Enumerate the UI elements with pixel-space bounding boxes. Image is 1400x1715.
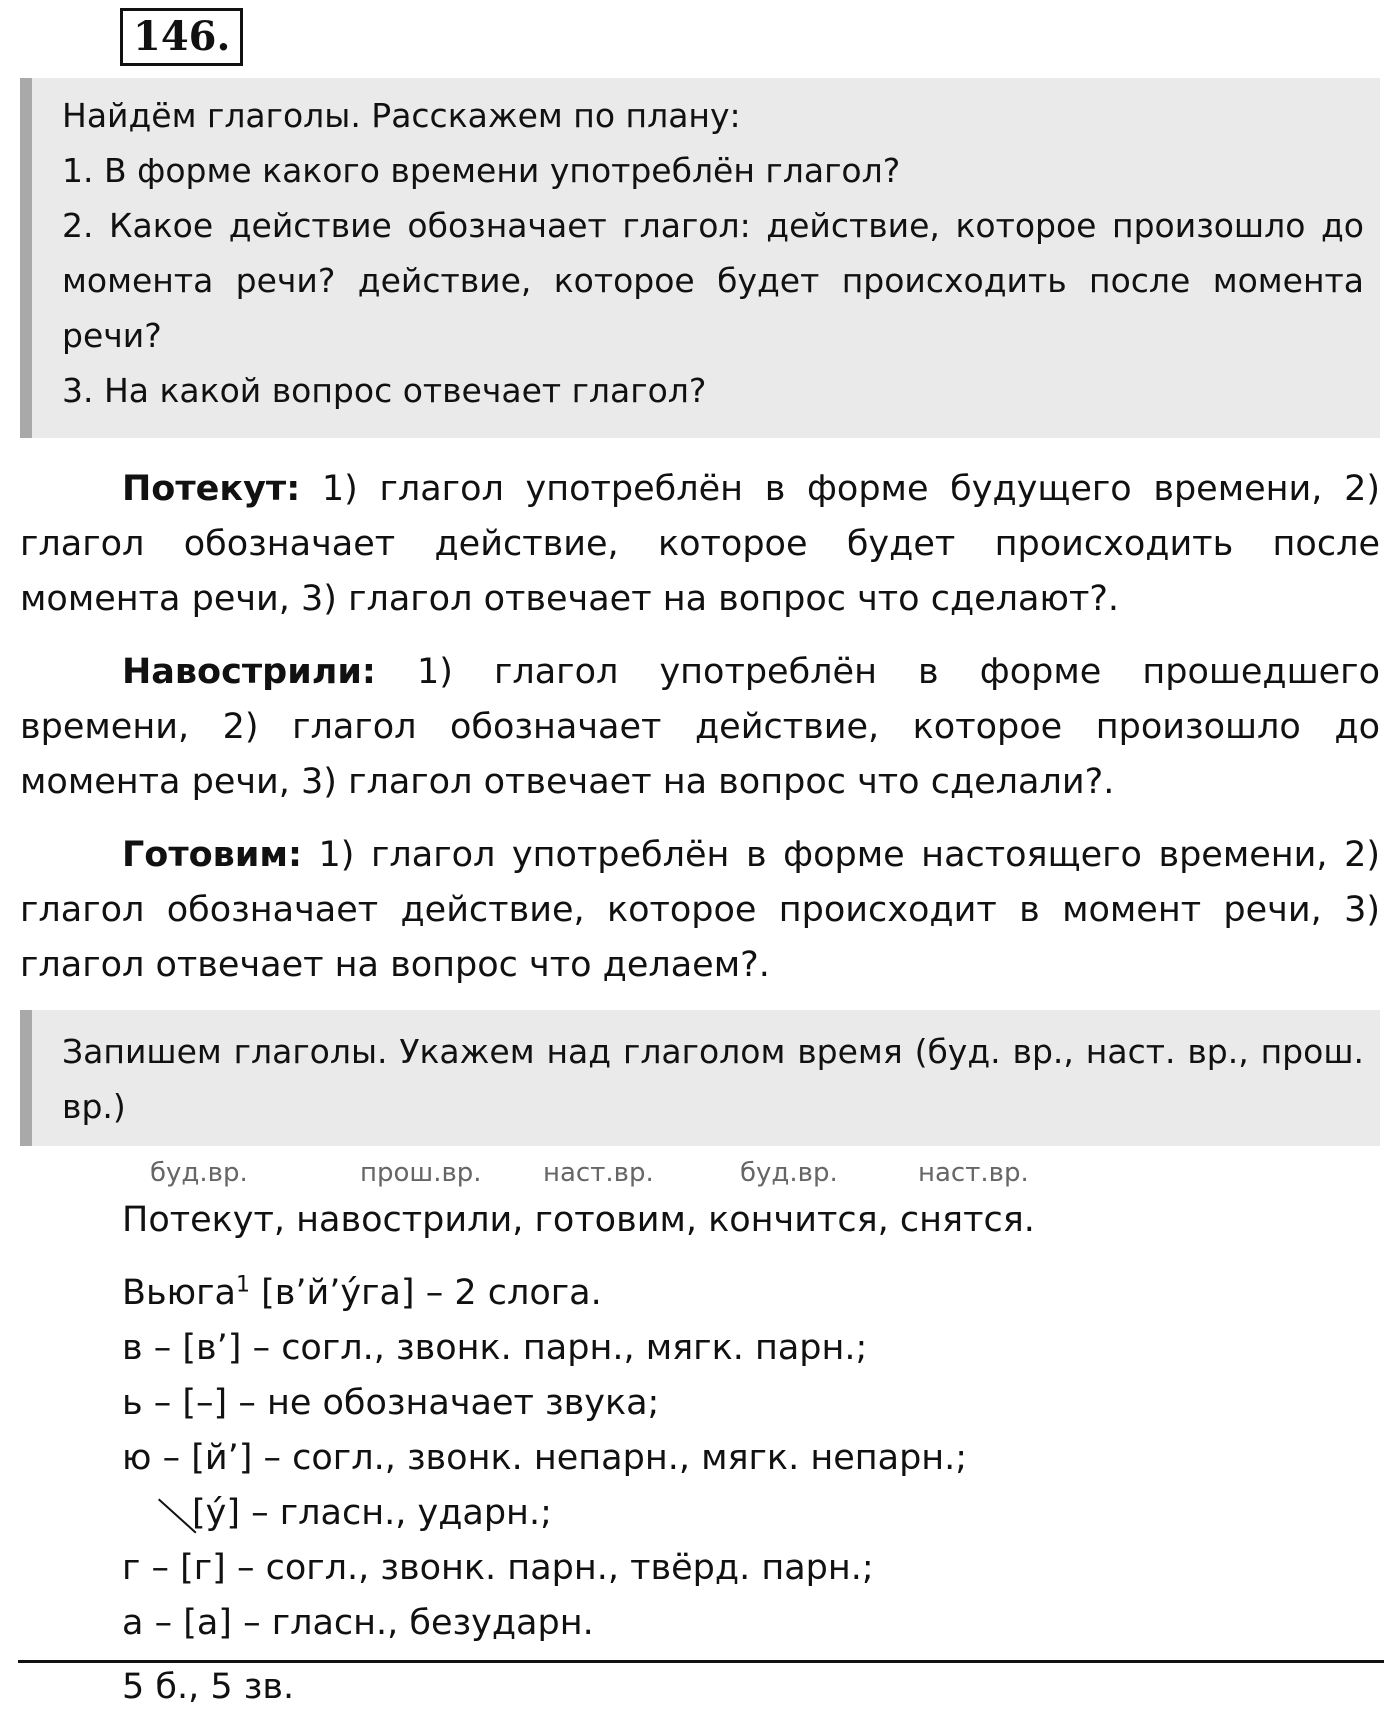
task-line: 3. На какой вопрос отвечает глагол?	[62, 371, 707, 410]
verbs-line: Потекут, навострили, готовим, кончится, снятся.	[122, 1200, 1035, 1240]
transcription: [в’й’ýга] – 2 слога.	[249, 1273, 602, 1313]
task-line: Запишем глаголы. Укажем над глаголом время (буд. вр., наст. вр., прош. вр.)	[62, 1032, 1364, 1126]
exercise-number: 146.	[120, 8, 243, 66]
task-line: 2. Какое действие обозначает глагол: действие, которое произошло до момента речи? действие, которое будет происходить после момента речи?	[62, 206, 1364, 355]
task-line: 1. В форме какого времени употреблён глагол?	[62, 151, 901, 190]
answer-verb: Навострили:	[122, 652, 376, 692]
answer-text: 1) глагол употреблён в форме прошедшего времени, 2) глагол обозначает действие, которое произошло до момента речи, 3) глагол отвечает на вопрос что сделали?.	[20, 652, 1380, 802]
phonetic-line: ю – [й’] – согл., звонк. непарн., мягк. непарн.;	[122, 1438, 968, 1478]
answer-text: 1) глагол употреблён в форме настоящего времени, 2) глагол обозначает действие, которое происходит в момент речи, 3) глагол отвечает на вопрос что делаем?.	[20, 835, 1380, 985]
tense-note: прош.вр.	[360, 1158, 482, 1188]
tense-note: наст.вр.	[543, 1158, 654, 1188]
tense-note: буд.вр.	[150, 1158, 248, 1188]
task-line: Найдём глаголы. Расскажем по плану:	[62, 96, 741, 135]
transcription-line	[122, 1266, 602, 1321]
analyzed-word: Вьюга	[122, 1273, 236, 1313]
phonetic-line: а – [а] – гласн., безударн.	[122, 1603, 594, 1643]
split-connector	[158, 1499, 196, 1534]
summary-total: 5 б., 5 зв.	[122, 1667, 295, 1707]
footnote-marker: 1	[235, 1272, 250, 1298]
answer-verb: Готовим:	[122, 835, 302, 875]
phonetic-line: в – [в’] – согл., звонк. парн., мягк. парн.;	[122, 1328, 868, 1368]
task-instructions	[20, 78, 1380, 438]
answer-paragraph	[20, 828, 1380, 993]
phonetic-line: г – [г] – согл., звонк. парн., твёрд. парн.;	[122, 1548, 874, 1588]
answer-verb: Потекут:	[122, 469, 301, 509]
answer-text: 1) глагол употреблён в форме будущего времени, 2) глагол обозначает действие, которое будет происходить после момента речи, 3) глагол отвечает на вопрос что сделают?.	[20, 469, 1380, 619]
phonetic-line: [ý] – гласн., ударн.;	[192, 1493, 552, 1533]
answer-paragraph	[20, 645, 1380, 810]
phonetic-line: ь – [–] – не обозначает звука;	[122, 1383, 660, 1423]
answer-paragraph	[20, 462, 1380, 627]
task-instructions-2	[20, 1010, 1380, 1146]
tense-note: наст.вр.	[918, 1158, 1029, 1188]
tense-note: буд.вр.	[740, 1158, 838, 1188]
